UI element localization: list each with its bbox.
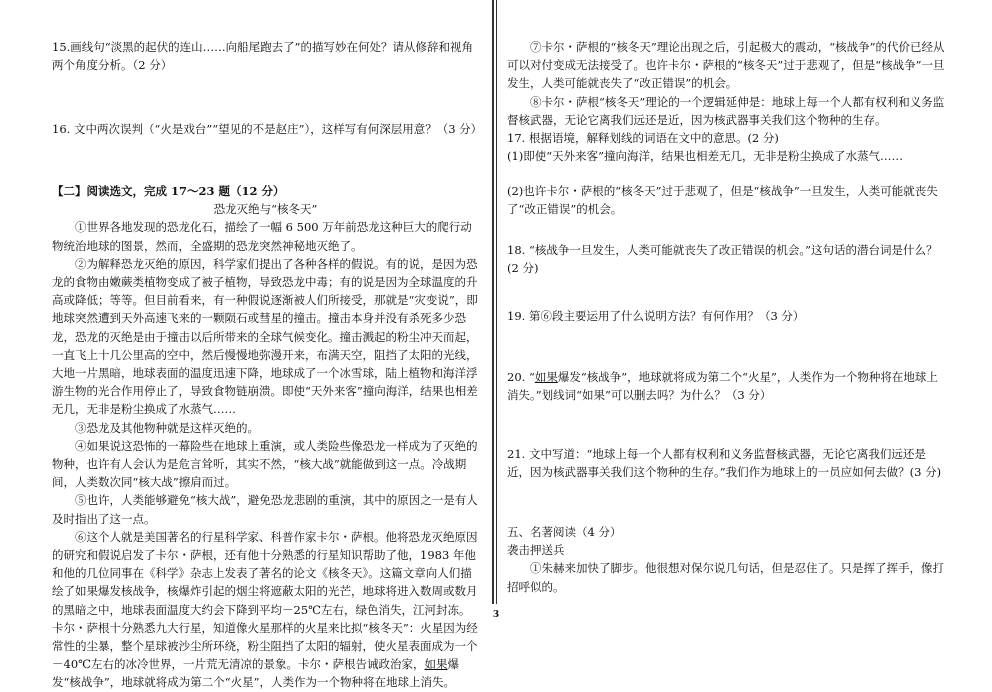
paragraph-1: ①世界各地发现的恐龙化石，描绘了一幅 6 500 万年前恐龙这种巨大的爬行动物统治地球的图景，然而，全盛期的恐龙突然神秘地灭绝了。: [52, 220, 472, 253]
paragraph-3: ③恐龙及其他物种就是这样灭绝的。: [75, 420, 259, 435]
section-heading: 【二】阅读选文，完成 17～23 题（12 分）: [52, 184, 285, 198]
column-divider: [493, 0, 494, 604]
underlined-word: 如果: [534, 370, 558, 384]
question-21: 21. 文中写道：“地球上每一个人都有权利和义务监督核武器，无论它离我们远还是近，因为核武器事关我们这个物种的生存。”我们作为地球上的一员应如何去做？(3 分): [507, 447, 942, 480]
question-17-2: (2)也许卡尔・萨根的“核冬天”过于悲观了，但是“核战争”一旦发生，人类可能就丧失了“改正错误”的机会。: [507, 184, 938, 217]
section-5-paragraph-1: ①朱赫来加快了脚步。他很想对保尔说几句话，但是忍住了。只是挥了挥手，像打招呼似的。: [507, 561, 944, 594]
section-5-subtitle: 袭击押送兵: [507, 543, 565, 558]
paragraph-2: ②为解释恐龙灭绝的原因，科学家们提出了各种各样的假说。有的说，是因为恐龙的食物由嫩蕨类植物变成了被子植物，导致恐龙中毒；有的说是因为全球温度的升高或降低；等等。但目前看来，有一种假说逐渐被人们所接受，那就是“灾变说”，即地球突然遭到天外高速飞来的一颗陨石或彗星的撞击。撞击本身并没有杀死多少恐龙，恐龙的灭绝是由于撞击以后所带来的全球气候变化。撞击溅起的粉尘冲天而起，一直飞上十几公里高的空中，然后慢慢地弥漫开来，布满天空，阻挡了太阳的光线，大地一片黑暗，地球表面的温度迅速下降，地球成了一个冰雪球，陆上植物和海洋浮游生物的光合作用停止了，导致食物链崩溃。即使“天外来客”撞向海洋，结果也相差无几，无非是粉尘换成了水蒸气……: [52, 256, 478, 417]
passage-continued: [507, 38, 947, 165]
question-15: 15.画线句“淡黑的起伏的连山……向船尾跑去了”的描写妙在何处？请从修辞和视角两个角度分析。（2 分）: [52, 40, 474, 73]
paragraph-7: ⑦卡尔・萨根的“核冬天”理论出现之后，引起极大的震动，“核战争”的代价已经从可以对付变成无法接受了。也许卡尔・萨根的“核冬天”过于悲观了，但是“核战争”一旦发生，人类可能就丧失了“改正错误”的机会。: [507, 40, 945, 91]
question-17: 17. 根据语境，解释划线的词语在文中的意思。(2 分): [507, 131, 779, 146]
paragraph-5: ⑤也许，人类能够避免“核大战”，避免恐龙悲剧的重演，其中的原因之一是有人及时指出了这一点。: [52, 493, 478, 526]
paragraph-4: ④如果说这恐怖的一幕险些在地球上重演，或人类险些像恐龙一样成为了灭绝的物种，也许有人会认为是危言耸听，其实不然，“核大战”就能做到这一点。冷战期间，人类数次同“核大战”擦肩而过。: [52, 438, 478, 490]
left-column: [52, 0, 483, 690]
column-divider: [496, 0, 497, 604]
page-number: 3: [492, 610, 500, 620]
section-5-heading: 五、名著阅读（4 分）: [507, 525, 622, 539]
question-17-1: (1)即使“天外来客”撞向海洋，结果也相差无几，无非是粉尘换成了水蒸气……: [507, 149, 904, 164]
question-18: 18. “核战争一旦发生，人类可能就丧失了改正错误的机会。”这句话的潜台词是什么？(2 分): [507, 243, 938, 276]
paragraph-8: ⑧卡尔・萨根“核冬天”理论的一个逻辑延伸是：地球上每一个人都有权利和义务监督核武器，无论它离我们远还是近，因为核武器事关我们这个物种的生存。: [507, 94, 945, 127]
question-19: 19. 第⑥段主要运用了什么说明方法？有何作用？（3 分）: [507, 309, 805, 323]
right-column: [507, 0, 947, 612]
section-5: [507, 523, 947, 596]
paragraph-6: ⑥这个人就是美国著名的行星科学家、科普作家卡尔・萨根。他将恐龙灭绝原因的研究和假说启发了卡尔・萨根，还有他十分熟悉的行星知识帮助了他，1983 年他和他的几位同事在《科学》杂志上发表了著名的论文《核冬天》。这篇文章向人们描绘了如果爆发核战争，核爆炸引起的烟尘将遮蔽太阳的光芒，地球将进入数周或数月的黑暗之中，地球表面温度大约会下降到平均－25℃左右，绿色消失，江河封冻。卡尔・萨根十分熟悉九大行星，知道像火星那样的火星来比拟“核冬天”：火星因为经常性的尘暴，整个星球被沙尘所环绕，粉尘阻挡了太阳的辐射，使火星表面成为一个－40℃左右的冰冷世界，一片荒无清凉的景象。卡尔・萨根告诫政治家，如果爆发“核战争”，地球就将成为第二个“火星”，人类作为一个物种将在地球上消失。: [52, 529, 478, 690]
question-20: 20. “如果爆发“核战争”，地球就将成为第二个“火星”，人类作为一个物种将在地球上消失。”划线词“如果”可以删去吗？为什么？（3 分）: [507, 370, 938, 403]
underlined-word: 如果: [424, 657, 448, 672]
question-16: 16. 文中两次误判（“火是戏台”“望见的不是赵庄”），这样写有何深层用意？（3 分）: [52, 122, 483, 136]
article-title: 恐龙灭绝与“核冬天”: [213, 202, 318, 217]
